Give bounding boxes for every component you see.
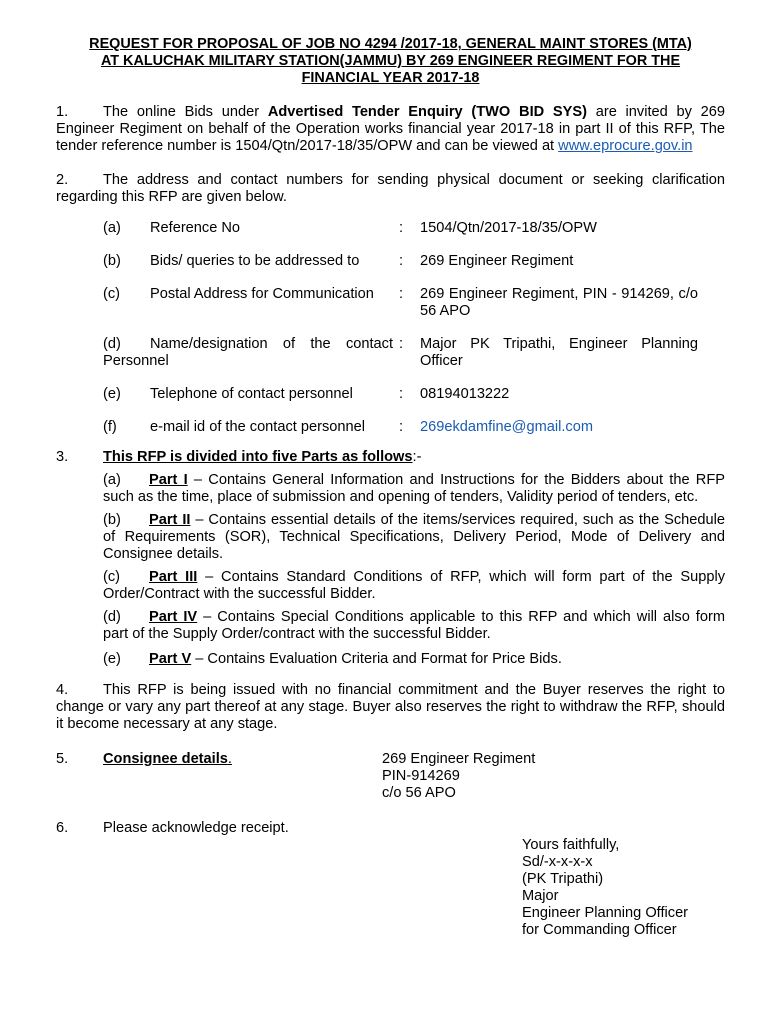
heading-suffix: :- (412, 449, 422, 465)
section-heading: This RFP is divided into five Parts as follows (103, 449, 413, 465)
part-index: (a) (103, 472, 121, 488)
part-index: (b) (103, 512, 121, 528)
row-label: Postal Address for Communication (150, 286, 374, 302)
consignee-details (56, 751, 725, 802)
signature-line: Engineer Planning Officer (522, 905, 689, 921)
document-title (58, 36, 723, 87)
signature-line: (PK Tripathi) (522, 871, 604, 887)
contact-row (56, 220, 725, 237)
part-index: (d) (103, 609, 121, 625)
row-label: Name/designation of the contact Personnel (103, 336, 393, 369)
contact-row (56, 336, 725, 370)
part-item (103, 472, 725, 506)
part-text: – Contains Special Conditions applicable to this RFP and which will also form part of the Supply Order/contract with the successful Bidder. (103, 609, 725, 642)
row-index: (c) (103, 286, 121, 302)
part-index: (c) (103, 569, 121, 585)
paragraph-6 (56, 820, 725, 837)
signature-line: Yours faithfully, (522, 837, 620, 853)
part-title: Part III (149, 569, 198, 585)
row-colon: : (399, 336, 404, 352)
paragraph-number: 3. (56, 449, 69, 465)
contact-details-table (56, 220, 725, 436)
row-label: e-mail id of the contact personnel (150, 419, 365, 435)
part-text: – Contains essential details of the items/services required, such as the Schedule of Requirements (SOR), Technical Specifications, Delivery Period, Mode of Delivery and Consignee details. (103, 512, 725, 562)
signature-line: for Commanding Officer (522, 922, 677, 938)
consignee-label-dot: . (227, 751, 232, 767)
part-item (103, 512, 725, 563)
document-page (56, 36, 725, 939)
signature-line: Major (522, 888, 559, 904)
p4-text: This RFP is being issued with no financial commitment and the Buyer reserves the right to change or vary any part thereof at any stage. Buyer also reserves the right to withdraw the RFP, should it become necessary at any stage. (56, 682, 725, 732)
p1-text-pre: The online Bids under (103, 104, 268, 120)
paragraph-number: 4. (56, 682, 69, 698)
paragraph-3 (56, 449, 725, 466)
row-value: Major PK Tripathi, Engineer Planning Officer (420, 336, 698, 369)
row-label: Reference No (150, 220, 241, 236)
p2-text: The address and contact numbers for sending physical document or seeking clarification regarding this RFP are given below. (56, 172, 725, 205)
address-line: 269 Engineer Regiment (382, 751, 536, 767)
consignee-address (382, 751, 682, 802)
address-line: PIN-914269 (382, 768, 460, 784)
p6-text: Please acknowledge receipt. (103, 820, 289, 836)
row-value: 269 Engineer Regiment (420, 253, 574, 269)
address-line: c/o 56 APO (382, 785, 456, 801)
signature-block (522, 837, 725, 939)
signature-line: Sd/-x-x-x-x (522, 854, 593, 870)
part-item (103, 569, 725, 603)
row-value: 08194013222 (420, 386, 510, 402)
paragraph-1 (56, 104, 725, 155)
row-label: Telephone of contact personnel (150, 386, 353, 402)
contact-row (56, 253, 725, 270)
p1-text-bold: Advertised Tender Enquiry (TWO BID SYS) (267, 104, 587, 120)
part-item (103, 651, 725, 668)
title-line-2: AT KALUCHAK MILITARY STATION(JAMMU) BY 269 ENGINEER REGIMENT FOR THE (100, 53, 681, 69)
part-title: Part V (149, 651, 192, 667)
part-text: – Contains Evaluation Criteria and Format for Price Bids. (191, 651, 562, 667)
part-index: (e) (103, 651, 121, 667)
title-line-3: FINANCIAL YEAR 2017-18 (301, 70, 480, 86)
paragraph-2 (56, 172, 725, 206)
paragraph-number: 2. (56, 172, 69, 188)
part-title: Part II (149, 512, 191, 528)
contact-row (56, 386, 725, 403)
part-text: – Contains Standard Conditions of RFP, which will form part of the Supply Order/Contract with the successful Bidder. (103, 569, 725, 602)
row-colon: : (399, 386, 404, 402)
row-index: (d) (103, 336, 121, 352)
row-value: 1504/Qtn/2017-18/35/OPW (420, 220, 597, 236)
paragraph-number: 1. (56, 104, 69, 120)
paragraph-number: 5. (56, 751, 69, 767)
row-colon: : (399, 220, 404, 236)
row-colon: : (399, 286, 404, 302)
title-line-1: REQUEST FOR PROPOSAL OF JOB NO 4294 /2017-18, GENERAL MAINT STORES (MTA) (89, 36, 692, 52)
p1-text-post: are invited by 269 Engineer Regiment on behalf of the Operation works financial year 2017-18 in part II of this RFP, The tender reference number is 1504/Qtn/2017-18/35/OPW and can be viewed at (56, 104, 725, 154)
row-label: Bids/ queries to be addressed to (150, 253, 360, 269)
part-text: – Contains General Information and Instructions for the Bidders about the RFP such as the time, place of submission and opening of tenders, Validity period of tenders, etc. (103, 472, 725, 505)
row-index: (e) (103, 386, 121, 402)
row-index: (a) (103, 220, 121, 236)
contact-email-link[interactable]: 269ekdamfine@gmail.com (420, 419, 593, 435)
paragraph-number: 6. (56, 820, 69, 836)
row-index: (b) (103, 253, 121, 269)
row-index: (f) (103, 419, 117, 435)
part-item (103, 609, 725, 643)
eprocure-link[interactable]: www.eprocure.gov.in (558, 138, 693, 154)
part-title: Part IV (149, 609, 198, 625)
row-colon: : (399, 419, 404, 435)
consignee-label: Consignee details (103, 751, 228, 767)
paragraph-4 (56, 682, 725, 733)
part-title: Part I (149, 472, 188, 488)
contact-row (56, 419, 725, 436)
row-colon: : (399, 253, 404, 269)
contact-row (56, 286, 725, 320)
row-value: 269 Engineer Regiment, PIN - 914269, c/o 56 APO (420, 286, 698, 319)
